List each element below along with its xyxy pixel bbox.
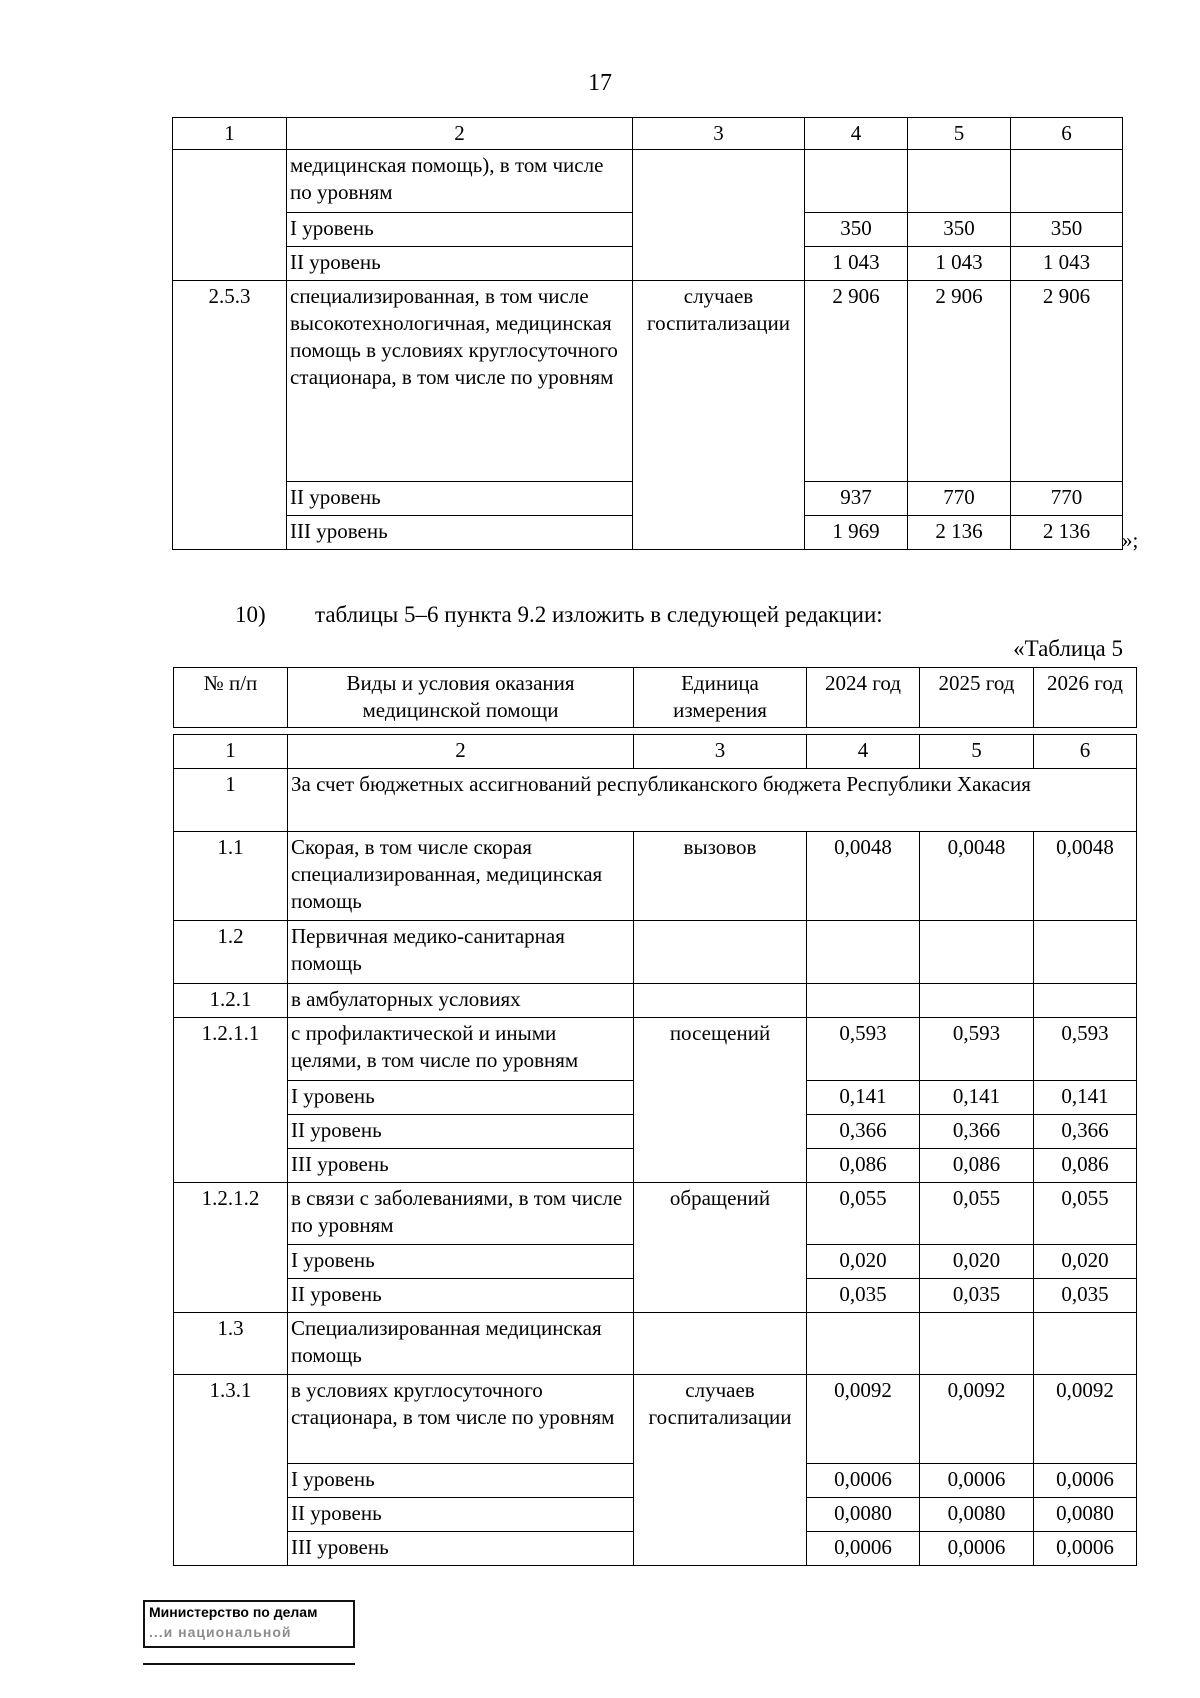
row-number: 1.2.1.1 <box>174 1018 288 1183</box>
value-cell: 0,086 <box>1034 1149 1137 1183</box>
paragraph-text: таблицы 5–6 пункта 9.2 изложить в следующей редакции: <box>315 602 883 627</box>
stamp-underline <box>143 1663 355 1665</box>
table-row <box>174 1018 1137 1081</box>
row-label: III уровень <box>288 1149 634 1183</box>
empty-cell <box>805 150 908 213</box>
empty-cell <box>173 150 287 281</box>
value-cell: 0,141 <box>920 1081 1034 1115</box>
row-number: 1.2.1 <box>174 984 288 1018</box>
value-cell: 937 <box>805 482 908 516</box>
value-cell: 1 043 <box>1011 247 1123 281</box>
table-row <box>174 832 1137 921</box>
row-label: II уровень <box>287 482 633 516</box>
unit-cell: случаев госпитализации <box>633 281 805 550</box>
row-number: 1.2 <box>174 921 288 984</box>
section-row <box>174 769 1137 832</box>
row-label: I уровень <box>288 1464 634 1498</box>
row-label: II уровень <box>288 1498 634 1532</box>
header-year: 2025 год <box>920 668 1034 728</box>
value-cell: 0,0006 <box>920 1532 1034 1566</box>
table-header-row <box>173 118 1123 150</box>
column-number: 1 <box>174 735 288 769</box>
value-cell: 0,086 <box>807 1149 920 1183</box>
value-cell: 0,020 <box>920 1245 1034 1279</box>
value-cell: 770 <box>908 482 1011 516</box>
header-kind: Виды и условия оказания медицинской помощи <box>288 668 634 728</box>
value-cell: 1 969 <box>805 516 908 550</box>
value-cell: 0,035 <box>1034 1279 1137 1313</box>
row-label: II уровень <box>287 247 633 281</box>
empty-cell <box>1034 984 1137 1018</box>
column-number: 6 <box>1034 735 1137 769</box>
row-label: III уровень <box>288 1532 634 1566</box>
value-cell: 350 <box>1011 213 1123 247</box>
column-number: 3 <box>634 735 807 769</box>
row-label: I уровень <box>288 1081 634 1115</box>
value-cell: 0,0006 <box>807 1532 920 1566</box>
ministry-stamp <box>143 1600 355 1648</box>
row-label: III уровень <box>287 516 633 550</box>
table-row <box>174 1313 1137 1375</box>
stamp-line: Министерство по делам <box>149 1604 318 1620</box>
continuation-table <box>172 117 1123 550</box>
value-cell: 0,0048 <box>807 832 920 921</box>
table5-header <box>173 667 1137 728</box>
stamp-line: ...и национальной <box>149 1624 292 1640</box>
row-label: Специализированная медицинская помощь <box>288 1313 634 1375</box>
value-cell: 0,366 <box>920 1115 1034 1149</box>
empty-cell <box>1034 1313 1137 1375</box>
row-label: I уровень <box>288 1245 634 1279</box>
column-number: 4 <box>807 735 920 769</box>
empty-cell <box>807 921 920 984</box>
value-cell: 0,035 <box>920 1279 1034 1313</box>
value-cell: 2 136 <box>1011 516 1123 550</box>
value-cell: 0,366 <box>1034 1115 1137 1149</box>
header-cell: 3 <box>633 118 805 150</box>
table-row <box>173 150 1123 213</box>
table5-body <box>173 734 1137 1566</box>
paragraph-number: 10) <box>235 602 266 627</box>
table-row <box>174 1183 1137 1245</box>
table-row <box>174 921 1137 984</box>
row-number: 1.1 <box>174 832 288 921</box>
value-cell: 0,055 <box>807 1183 920 1245</box>
value-cell: 0,141 <box>807 1081 920 1115</box>
row-number: 1.3 <box>174 1313 288 1375</box>
value-cell: 0,0006 <box>1034 1532 1137 1566</box>
value-cell: 0,0092 <box>1034 1375 1137 1464</box>
unit-cell: посещений <box>634 1018 807 1183</box>
empty-cell <box>920 984 1034 1018</box>
header-cell: 1 <box>173 118 287 150</box>
value-cell: 0,0006 <box>807 1464 920 1498</box>
unit-cell: вызовов <box>634 832 807 921</box>
header-year: 2024 год <box>807 668 920 728</box>
row-label: II уровень <box>288 1115 634 1149</box>
row-number: 2.5.3 <box>173 281 287 550</box>
column-numbers-row <box>174 735 1137 769</box>
value-cell: 1 043 <box>908 247 1011 281</box>
table-caption: «Таблица 5 <box>1013 636 1123 661</box>
empty-cell <box>807 984 920 1018</box>
row-number: 1.2.1.2 <box>174 1183 288 1313</box>
value-cell: 0,0080 <box>807 1498 920 1532</box>
value-cell: 2 136 <box>908 516 1011 550</box>
value-cell: 2 906 <box>908 281 1011 482</box>
row-label: с профилактической и иными целями, в том числе по уровням <box>288 1018 634 1081</box>
closing-quote: »; <box>1122 528 1139 552</box>
header-cell: 5 <box>908 118 1011 150</box>
column-number: 5 <box>920 735 1034 769</box>
row-number: 1.3.1 <box>174 1375 288 1566</box>
page-number: 17 <box>588 70 612 96</box>
value-cell: 0,086 <box>920 1149 1034 1183</box>
row-label: в амбулаторных условиях <box>288 984 634 1018</box>
empty-cell <box>634 1313 807 1375</box>
value-cell: 0,0080 <box>920 1498 1034 1532</box>
value-cell: 0,593 <box>807 1018 920 1081</box>
row-label: специализированная, в том числе высокотехнологичная, медицинская помощь в условиях круглосуточного стационара, в том числе по уровням <box>287 281 633 482</box>
value-cell: 0,055 <box>920 1183 1034 1245</box>
value-cell: 0,0006 <box>1034 1464 1137 1498</box>
value-cell: 0,0048 <box>920 832 1034 921</box>
value-cell: 0,0092 <box>920 1375 1034 1464</box>
row-label: в условиях круглосуточного стационара, в том числе по уровням <box>288 1375 634 1464</box>
unit-cell: случаев госпитализации <box>634 1375 807 1566</box>
row-label: в связи с заболеваниями, в том числе по уровням <box>288 1183 634 1245</box>
row-label: I уровень <box>287 213 633 247</box>
empty-cell <box>920 1313 1034 1375</box>
row-label: Скорая, в том числе скорая специализированная, медицинская помощь <box>288 832 634 921</box>
row-label: II уровень <box>288 1279 634 1313</box>
header-year: 2026 год <box>1034 668 1137 728</box>
empty-cell <box>807 1313 920 1375</box>
table-row <box>174 984 1137 1018</box>
value-cell: 0,0092 <box>807 1375 920 1464</box>
unit-cell: обращений <box>634 1183 807 1313</box>
value-cell: 2 906 <box>805 281 908 482</box>
value-cell: 0,020 <box>807 1245 920 1279</box>
value-cell: 0,593 <box>920 1018 1034 1081</box>
value-cell: 0,366 <box>807 1115 920 1149</box>
empty-cell <box>634 921 807 984</box>
value-cell: 0,0080 <box>1034 1498 1137 1532</box>
value-cell: 2 906 <box>1011 281 1123 482</box>
table-header-row <box>174 668 1137 728</box>
table-row <box>174 1375 1137 1464</box>
value-cell: 0,0006 <box>920 1464 1034 1498</box>
value-cell: 0,035 <box>807 1279 920 1313</box>
empty-cell <box>634 984 807 1018</box>
row-number: 1 <box>174 769 288 832</box>
value-cell: 1 043 <box>805 247 908 281</box>
value-cell: 0,055 <box>1034 1183 1137 1245</box>
value-cell: 350 <box>908 213 1011 247</box>
empty-cell <box>1034 921 1137 984</box>
empty-cell <box>633 150 805 281</box>
header-number: № п/п <box>174 668 288 728</box>
amendment-paragraph <box>235 602 883 628</box>
empty-cell <box>908 150 1011 213</box>
header-cell: 4 <box>805 118 908 150</box>
column-number: 2 <box>288 735 634 769</box>
value-cell: 0,020 <box>1034 1245 1137 1279</box>
value-cell: 770 <box>1011 482 1123 516</box>
section-title: За счет бюджетных ассигнований республиканского бюджета Республики Хакасия <box>288 769 1137 832</box>
table-row <box>173 281 1123 482</box>
header-unit: Единица измерения <box>634 668 807 728</box>
value-cell: 350 <box>805 213 908 247</box>
value-cell: 0,593 <box>1034 1018 1137 1081</box>
value-cell: 0,0048 <box>1034 832 1137 921</box>
header-cell: 2 <box>287 118 633 150</box>
row-label: Первичная медико-санитарная помощь <box>288 921 634 984</box>
empty-cell <box>1011 150 1123 213</box>
empty-cell <box>920 921 1034 984</box>
header-cell: 6 <box>1011 118 1123 150</box>
value-cell: 0,141 <box>1034 1081 1137 1115</box>
row-label: медицинская помощь), в том числе по уровням <box>287 150 633 213</box>
